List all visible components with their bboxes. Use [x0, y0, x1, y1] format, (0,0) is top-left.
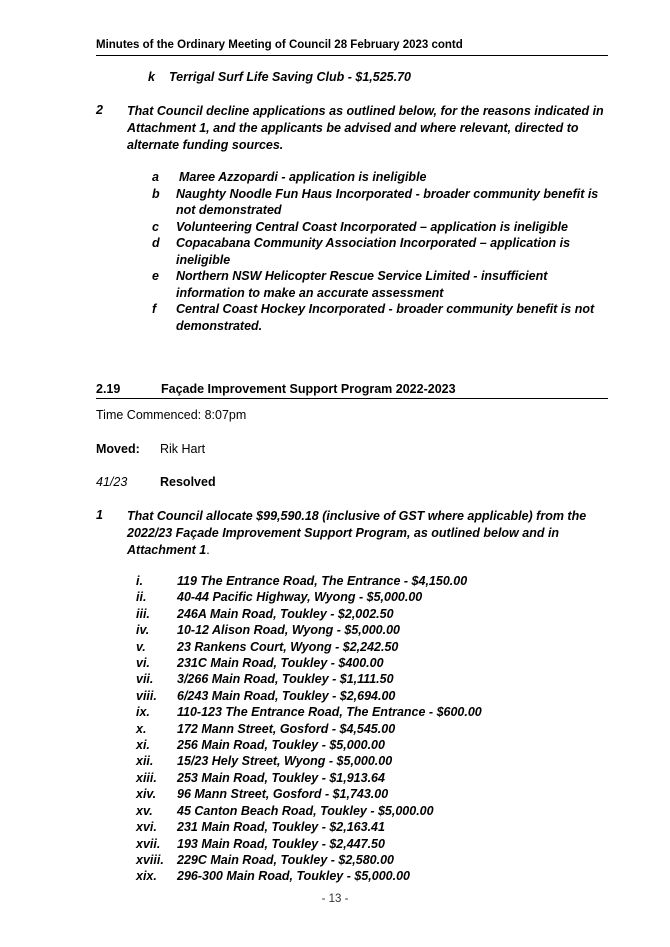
list-item — [136, 753, 608, 769]
list-item-text: 296-300 Main Road, Toukley - $5,000.00 — [177, 869, 410, 884]
list-item-label: viii. — [136, 688, 157, 703]
list-item-label: i. — [136, 574, 143, 588]
list-item — [136, 770, 608, 786]
list-item-text: 10-12 Alison Road, Wyong - $5,000.00 — [177, 623, 400, 638]
list-item — [136, 836, 608, 852]
list-item-text: 246A Main Road, Toukley - $2,002.50 — [177, 606, 394, 621]
resolution-paragraph — [96, 103, 608, 154]
list-item-text: 229C Main Road, Toukley - $2,580.00 — [177, 852, 394, 867]
list-item-label: xiv. — [136, 787, 157, 802]
list-item-text: 253 Main Road, Toukley - $1,913.64 — [177, 770, 385, 785]
list-item-text: 119 The Entrance Road, The Entrance - $4,150.00 — [177, 574, 468, 588]
resolution-end: . — [206, 543, 210, 557]
list-item-label: ii. — [136, 590, 147, 605]
resolution-number: 1 — [96, 508, 103, 522]
list-item — [152, 235, 608, 268]
list-item — [136, 721, 608, 737]
list-item — [136, 639, 608, 655]
list-item-label: xv. — [136, 803, 153, 818]
list-item — [136, 671, 608, 687]
list-item — [136, 622, 608, 638]
list-item-text: 6/243 Main Road, Toukley - $2,694.00 — [177, 688, 396, 703]
list-item-text: Terrigal Surf Life Saving Club - $1,525.70 — [169, 70, 411, 84]
list-item-text: Volunteering Central Coast Incorporated – application is ineligible — [176, 219, 568, 234]
list-item — [148, 70, 411, 84]
list-item-label: a — [152, 170, 159, 184]
resolution-paragraph — [96, 508, 608, 559]
list-item-text: 110-123 The Entrance Road, The Entrance - $600.00 — [177, 705, 482, 720]
list-item — [136, 704, 608, 720]
list-item-text: Maree Azzopardi - application is ineligible — [179, 170, 427, 184]
list-item-label: iii. — [136, 606, 150, 621]
list-item-label: xix. — [136, 869, 157, 884]
resolution-id: 41/23 — [96, 475, 128, 489]
list-item — [136, 655, 608, 671]
list-item — [152, 169, 608, 186]
list-item-label: xvii. — [136, 836, 161, 851]
resolved-label: Resolved — [160, 475, 216, 489]
moved-line — [96, 442, 205, 456]
list-item — [152, 268, 608, 301]
list-item — [136, 852, 608, 868]
list-item-label: vi. — [136, 656, 150, 671]
list-item-text: 45 Canton Beach Road, Toukley - $5,000.00 — [177, 803, 434, 818]
list-item — [136, 606, 608, 622]
list-item-text: 172 Mann Street, Gosford - $4,545.00 — [177, 721, 396, 736]
list-item — [136, 589, 608, 605]
list-item-label: f — [152, 302, 157, 316]
resolution-text-wrap — [127, 508, 608, 559]
list-item-label: iv. — [136, 623, 150, 638]
page-header — [96, 39, 608, 56]
list-item-text: 256 Main Road, Toukley - $5,000.00 — [177, 738, 385, 753]
resolution-text: That Council allocate $99,590.18 (inclusive of GST where applicable) from the 2022/23 Façade Improvement Support Program, as outlined below and in Attachment 1 — [127, 509, 587, 557]
list-item-text: Northern NSW Helicopter Rescue Service Limited - insufficient information to make an accurate assessment — [176, 269, 548, 300]
list-item — [152, 301, 608, 334]
time-commenced: Time Commenced: 8:07pm — [96, 408, 247, 422]
list-item — [136, 688, 608, 704]
list-item — [136, 737, 608, 753]
list-item-label: xiii. — [136, 770, 157, 785]
moved-by: Rik Hart — [160, 442, 206, 456]
allocation-list — [136, 573, 608, 885]
list-item-text: 3/266 Main Road, Toukley - $1,111.50 — [177, 672, 394, 687]
list-item-label: b — [152, 186, 160, 201]
list-item-text: 231 Main Road, Toukley - $2,163.41 — [177, 820, 385, 835]
list-item-text: Copacabana Community Association Incorporated – application is ineligible — [176, 236, 571, 267]
list-item-label: c — [152, 219, 159, 234]
list-item — [152, 219, 608, 236]
list-item-label: x. — [136, 721, 147, 736]
section-heading — [96, 382, 608, 399]
list-item — [136, 803, 608, 819]
list-item-text: 193 Main Road, Toukley - $2,447.50 — [177, 836, 385, 851]
list-item-text: 96 Mann Street, Gosford - $1,743.00 — [177, 787, 389, 802]
section-number: 2.19 — [96, 382, 121, 396]
page-number: - 13 - — [321, 893, 349, 905]
resolution-text: That Council decline applications as outlined below, for the reasons indicated in Attachment 1, and the applicants be advised and where relevant, directed to alternate funding sources. — [127, 104, 604, 152]
list-item-label: e — [152, 269, 159, 283]
list-item — [152, 186, 608, 219]
list-item-text: Naughty Noodle Fun Haus Incorporated - broader community benefit is not demonstrated — [176, 186, 599, 217]
list-item — [136, 868, 608, 884]
list-item-label: v. — [136, 639, 146, 654]
list-item-label: xvi. — [136, 820, 157, 835]
list-item-label: k — [148, 70, 155, 84]
list-item-label: xii. — [136, 754, 154, 769]
list-item — [136, 573, 608, 589]
list-item-label: ix. — [136, 705, 150, 720]
moved-label: Moved: — [96, 442, 140, 456]
list-item-label: vii. — [136, 672, 154, 687]
declined-applications-list — [152, 169, 608, 334]
list-item-text: 231C Main Road, Toukley - $400.00 — [177, 656, 384, 671]
header-title: Minutes of the Ordinary Meeting of Council 28 February 2023 contd — [96, 39, 463, 51]
list-item-text: 15/23 Hely Street, Wyong - $5,000.00 — [177, 754, 393, 769]
list-item-label: xi. — [136, 738, 150, 753]
list-item-text: 40-44 Pacific Highway, Wyong - $5,000.00 — [177, 590, 423, 605]
list-item-label: xviii. — [136, 852, 164, 867]
list-item-text: 23 Rankens Court, Wyong - $2,242.50 — [177, 639, 399, 654]
list-item — [136, 819, 608, 835]
list-item-text: Central Coast Hockey Incorporated - broader community benefit is not demonstrated. — [176, 302, 595, 333]
list-item — [136, 786, 608, 802]
section-title: Façade Improvement Support Program 2022-2023 — [161, 382, 456, 396]
resolution-number: 2 — [96, 103, 103, 117]
resolution-status-line — [96, 475, 216, 489]
list-item-label: d — [152, 236, 160, 250]
